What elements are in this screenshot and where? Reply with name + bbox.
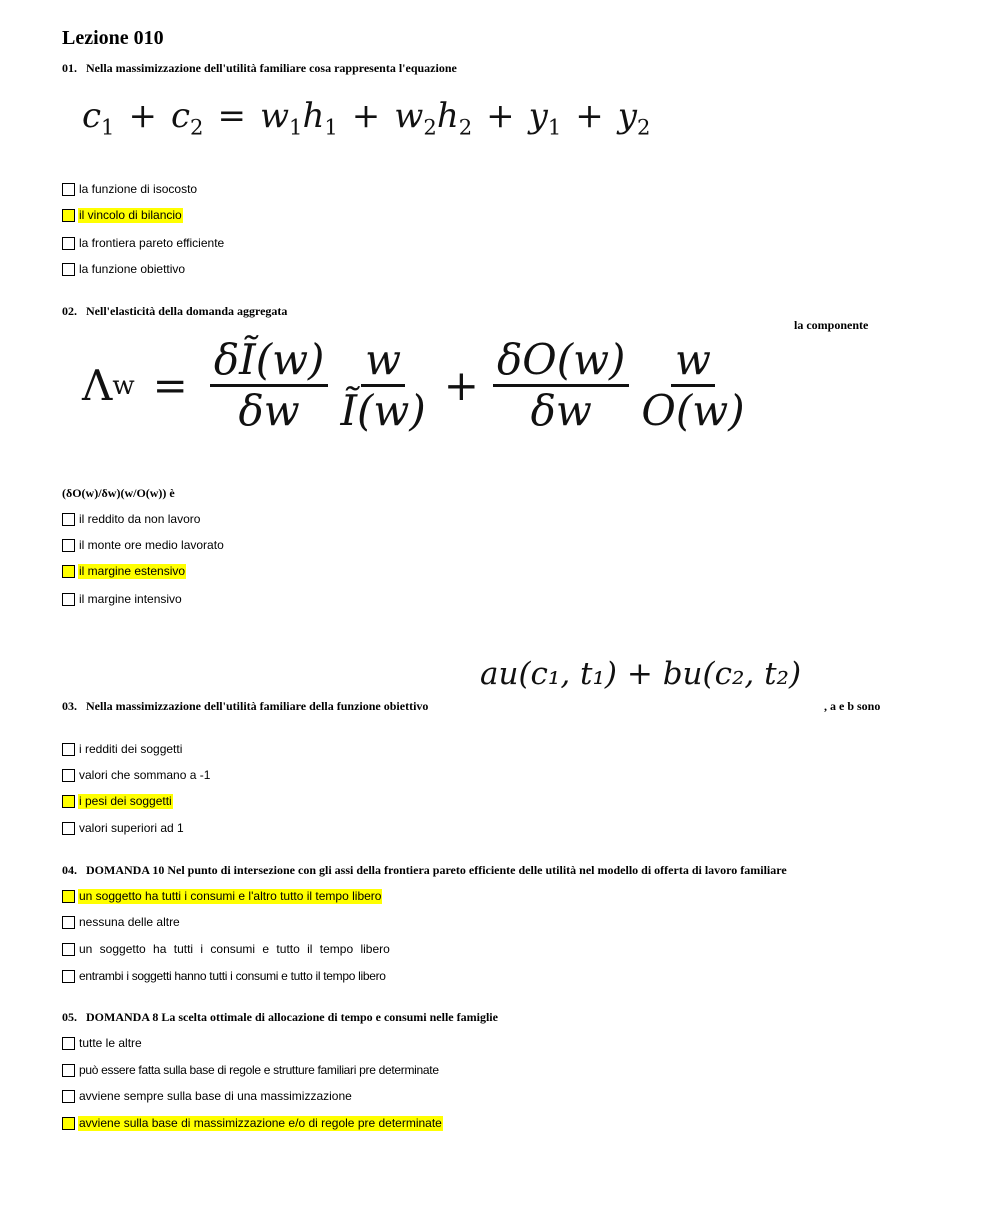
question-text-right: la componente [794, 318, 869, 332]
checkbox-icon[interactable] [62, 890, 75, 903]
option-label: avviene sempre sulla base di una massimizzazione [79, 1088, 352, 1103]
option-label: un soggetto ha tutti i consumi e l'altro tutto il tempo libero [79, 888, 382, 903]
option-label: il reddito da non lavoro [79, 511, 201, 526]
checkbox-icon[interactable] [62, 743, 75, 756]
checkbox-icon[interactable] [62, 513, 75, 526]
question-text: Nella massimizzazione dell'utilità familiare della funzione obiettivo [86, 699, 429, 713]
option-checkbox[interactable] [62, 1034, 143, 1052]
option-label: i pesi dei soggetti [79, 793, 172, 808]
option-checkbox[interactable] [62, 1087, 353, 1105]
checkbox-icon[interactable] [62, 565, 75, 578]
checkbox-icon[interactable] [62, 263, 75, 276]
question-text-right: , a e b sono [824, 699, 881, 713]
question-number: 03. [62, 699, 77, 713]
checkbox-icon[interactable] [62, 237, 75, 250]
question-03 [62, 699, 428, 714]
option-label: il margine intensivo [79, 591, 182, 606]
option-label: i redditi dei soggetti [79, 741, 183, 756]
option-label: la frontiera pareto efficiente [79, 235, 225, 250]
option-label: valori che sommano a -1 [79, 767, 211, 782]
checkbox-icon[interactable] [62, 183, 75, 196]
option-label: il monte ore medio lavorato [79, 537, 224, 552]
checkbox-icon[interactable] [62, 1090, 75, 1103]
question-01 [62, 61, 457, 76]
option-label: il margine estensivo [79, 563, 186, 578]
option-checkbox[interactable] [62, 260, 186, 278]
checkbox-icon[interactable] [62, 769, 75, 782]
option-checkbox[interactable] [62, 940, 391, 958]
fraction: $\frac{w}{O(w)}$ [641, 335, 745, 436]
fraction: $\frac{w}{Ĩ(w)}$ [340, 335, 426, 436]
question-text: Nell'elasticità della domanda aggregata [86, 304, 288, 318]
question-text: DOMANDA 10 Nel punto di intersezione con gli assi della frontiera pareto efficiente delle utilità nel modello di offerta di lavoro familiare [86, 863, 787, 877]
option-label: nessuna delle altre [79, 914, 180, 929]
checkbox-icon[interactable] [62, 1037, 75, 1050]
option-checkbox[interactable] [62, 234, 225, 252]
option-label: valori superiori ad 1 [79, 820, 184, 835]
fraction: $\frac{\delta Ĩ(w)}{\delta w}$ [210, 338, 329, 433]
question-text: DOMANDA 8 La scelta ottimale di allocazione di tempo e consumi nelle famiglie [86, 1010, 498, 1024]
checkbox-icon[interactable] [62, 822, 75, 835]
option-checkbox[interactable] [62, 510, 201, 528]
option-label: la funzione di isocosto [79, 181, 198, 196]
option-checkbox-highlighted[interactable] [62, 562, 186, 580]
question-text-after: (δO(w)/δw)(w/O(w)) è [62, 486, 175, 500]
question-05 [62, 1010, 498, 1025]
checkbox-icon[interactable] [62, 795, 75, 808]
checkbox-icon[interactable] [62, 1064, 75, 1077]
question-02 [62, 304, 287, 319]
budget-equation: $c_1 + c_2 = w_1h_1 + w_2h_2 + y_1 + y_2$ [82, 96, 651, 140]
page-title: Lezione 010 [62, 27, 164, 49]
option-label: la funzione obiettivo [79, 261, 186, 276]
checkbox-icon[interactable] [62, 539, 75, 552]
option-label: entrambi i soggetti hanno tutti i consumi e tutto il tempo libero [79, 968, 386, 983]
option-label: il vincolo di bilancio [79, 207, 182, 222]
option-label: può essere fatta sulla base di regole e strutture familiari pre determinate [79, 1062, 439, 1077]
option-label: un soggetto ha tutti i consumi e tutto il tempo libero [79, 941, 390, 956]
option-checkbox-highlighted[interactable] [62, 792, 173, 810]
option-checkbox[interactable] [62, 913, 181, 931]
fraction: $\frac{\delta O(w)}{\delta w}$ [493, 338, 629, 433]
checkbox-icon[interactable] [62, 916, 75, 929]
objective-formula: au(c₁, t₁) + bu(c₂, t₂) [480, 656, 802, 692]
option-checkbox-highlighted[interactable] [62, 887, 382, 905]
option-checkbox[interactable] [62, 967, 387, 985]
checkbox-icon[interactable] [62, 943, 75, 956]
question-04 [62, 863, 787, 878]
option-checkbox[interactable] [62, 590, 183, 608]
option-checkbox[interactable] [62, 766, 211, 784]
checkbox-icon[interactable] [62, 970, 75, 983]
option-label: tutte le altre [79, 1035, 142, 1050]
question-number: 05. [62, 1010, 77, 1024]
elasticity-formula: Λ w = $\frac{\delta Ĩ(w)}{\delta w}$ $\frac{w}{Ĩ(w)}$ + $\frac{\delta O(w)}{\delta w}$ $\frac{w}{O(w)}$ [82, 338, 753, 433]
option-checkbox-highlighted[interactable] [62, 206, 183, 224]
option-checkbox[interactable] [62, 1061, 440, 1079]
option-label: avviene sulla base di massimizzazione e/o di regole pre determinate [79, 1115, 442, 1130]
option-checkbox[interactable] [62, 740, 183, 758]
option-checkbox[interactable] [62, 819, 185, 837]
question-text: Nella massimizzazione dell'utilità familiare cosa rappresenta l'equazione [86, 61, 457, 75]
question-number: 04. [62, 863, 77, 877]
option-checkbox-highlighted[interactable] [62, 1114, 443, 1132]
checkbox-icon[interactable] [62, 209, 75, 222]
option-checkbox[interactable] [62, 180, 198, 198]
question-number: 01. [62, 61, 77, 75]
question-number: 02. [62, 304, 77, 318]
checkbox-icon[interactable] [62, 593, 75, 606]
checkbox-icon[interactable] [62, 1117, 75, 1130]
option-checkbox[interactable] [62, 536, 225, 554]
